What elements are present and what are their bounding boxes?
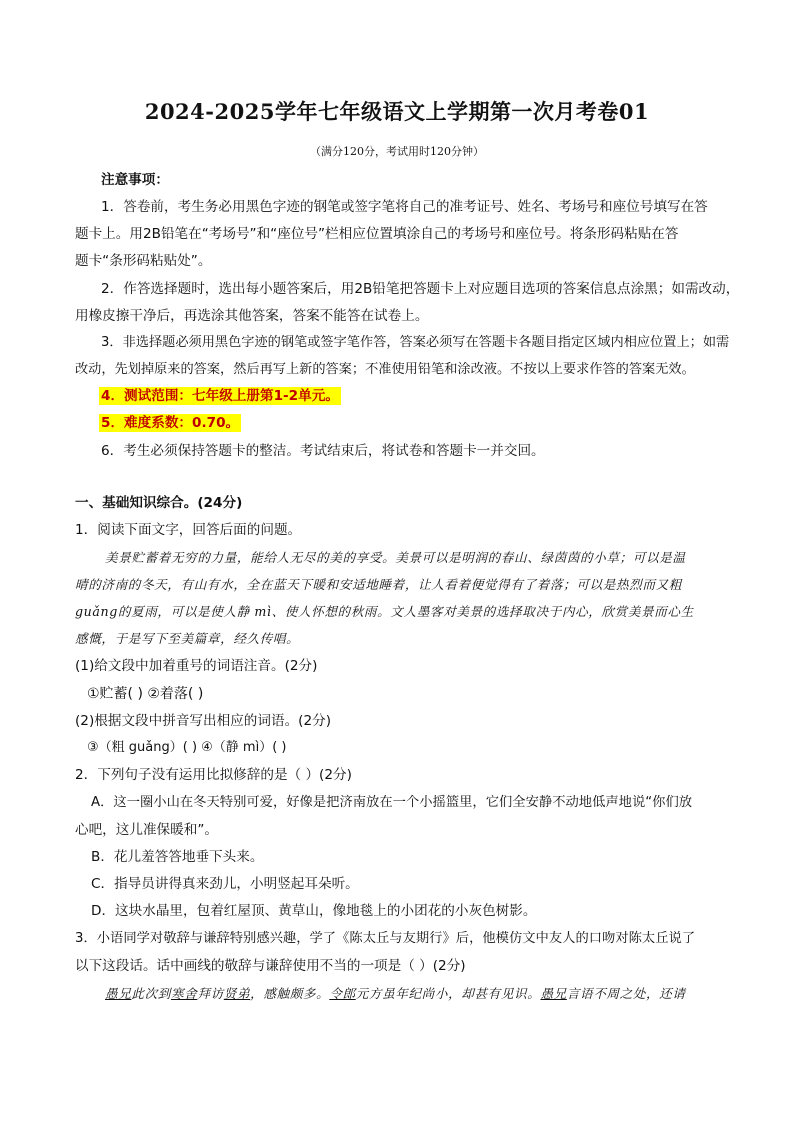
passage-text: 言语不周之处，还请 xyxy=(566,986,686,1001)
underlined-word: 寒舍 xyxy=(170,986,198,1001)
underlined-word: 愚兄 xyxy=(540,986,567,1001)
question-1-sub1-items: ①贮蓄( ) ②着落( ) xyxy=(87,686,204,702)
notice-heading: 注意事项： xyxy=(101,172,169,188)
question-3-prompt: 3．小语同学对敬辞与谦辞特别感兴趣，学了《陈太丘与友期行》后，他模仿文中友人的口吻对陈太丘说了 xyxy=(75,931,696,946)
passage-text: 元方虽年纪尚小，却甚有见识。 xyxy=(355,986,541,1001)
question-1-prompt: 1．阅读下面文字，回答后面的问题。 xyxy=(75,522,302,538)
section-heading: 一、基础知识综合。(24分) xyxy=(75,495,243,511)
notice-highlight-row xyxy=(99,414,241,432)
underlined-word: 贤弟 xyxy=(223,986,251,1001)
notice-line: 1．答卷前，考生务必用黑色字迹的钢笔或签字笔将自己的准考证号、姓名、考场号和座位号填写在答 xyxy=(101,199,708,215)
page-subtitle: （满分120分，考试用时120分钟） xyxy=(310,145,484,158)
question-3-passage xyxy=(105,985,686,1003)
underlined-word: 愚兄 xyxy=(105,986,132,1001)
question-2-prompt: 2．下列句子没有运用比拟修辞的是（ ）(2分) xyxy=(75,767,352,783)
question-2-option: D．这块水晶里，包着红屋顶、黄草山，像地毯上的小团花的小灰色树影。 xyxy=(91,903,537,919)
question-1-sub2-items: ③（粗 guǎng）( ) ④（静 mì）( ) xyxy=(87,740,287,755)
passage-line: 晴的济南的冬天，有山有水，全在蓝天下暖和安适地睡着，让人看着便觉得有了着落；可以是热烈而又粗 xyxy=(75,577,682,592)
notice-line: 用橡皮擦干净后，再选涂其他答案，答案不能答在试卷上。 xyxy=(75,308,429,324)
notice-line: 题卡上。用2B铅笔在“考场号”和“座位号”栏相应位置填涂自己的考场号和座位号。将条形码粘贴在答 xyxy=(75,226,679,242)
passage-line: guǎng的夏雨，可以是使人静 mì、使人怀想的秋雨。文人墨客对美景的选择取决于内心，欣赏美景而心生 xyxy=(75,604,694,619)
notice-line: 改动，先划掉原来的答案，然后再写上新的答案；不准使用铅笔和涂改液。不按以上要求作答的答案无效。 xyxy=(75,362,695,377)
underlined-word: 令郎 xyxy=(329,986,356,1001)
question-3-prompt: 以下这段话。话中画线的敬辞与谦辞使用不当的一项是（ ）(2分) xyxy=(75,958,466,974)
page-title: 2024-2025学年七年级语文上学期第一次月考卷01 xyxy=(144,99,650,124)
question-2-option: A．这一圈小山在冬天特别可爱，好像是把济南放在一个小摇篮里，它们全安静不动地低声地说“你们放 xyxy=(91,795,693,810)
notice-line: 6．考生必须保持答题卡的整洁。考试结束后，将试卷和答题卡一并交回。 xyxy=(101,443,545,459)
passage-text: 此次到 xyxy=(131,986,171,1001)
test-scope-highlight: 4．测试范围：七年级上册第1-2单元。 xyxy=(101,388,339,404)
notice-highlight-row xyxy=(99,387,341,405)
question-1-sub1: (1)给文段中加着重号的词语注音。(2分) xyxy=(75,658,318,674)
question-1-sub2: (2)根据文段中拼音写出相应的词语。(2分) xyxy=(75,713,332,729)
notice-line: 题卡“条形码粘贴处”。 xyxy=(75,253,212,269)
passage-line: 感慨，于是写下至美篇章，经久传唱。 xyxy=(75,631,300,646)
notice-line: 2．作答选择题时，选出每小题答案后，用2B铅笔把答题卡上对应题目选项的答案信息点涂黑；如需改动， xyxy=(101,281,740,297)
passage-text: ，感触颇多。 xyxy=(250,986,330,1001)
difficulty-highlight: 5．难度系数：0.70。 xyxy=(101,415,240,431)
passage-line: 美景贮蓄着无穷的力量，能给人无尽的美的享受。美景可以是明润的春山、绿茵茵的小草；可以是温 xyxy=(105,550,686,565)
question-2-option: C．指导员讲得真来劲儿，小明竖起耳朵听。 xyxy=(91,876,359,892)
question-2-option: B．花儿羞答答地垂下头来。 xyxy=(91,849,264,865)
question-2-option: 心吧，这儿准保暖和”。 xyxy=(75,822,218,838)
notice-line: 3．非选择题必须用黑色字迹的钢笔或签字笔作答，答案必须写在答题卡各题目指定区域内相应位置上；如需 xyxy=(101,335,730,350)
passage-text: 拜访 xyxy=(197,986,224,1001)
